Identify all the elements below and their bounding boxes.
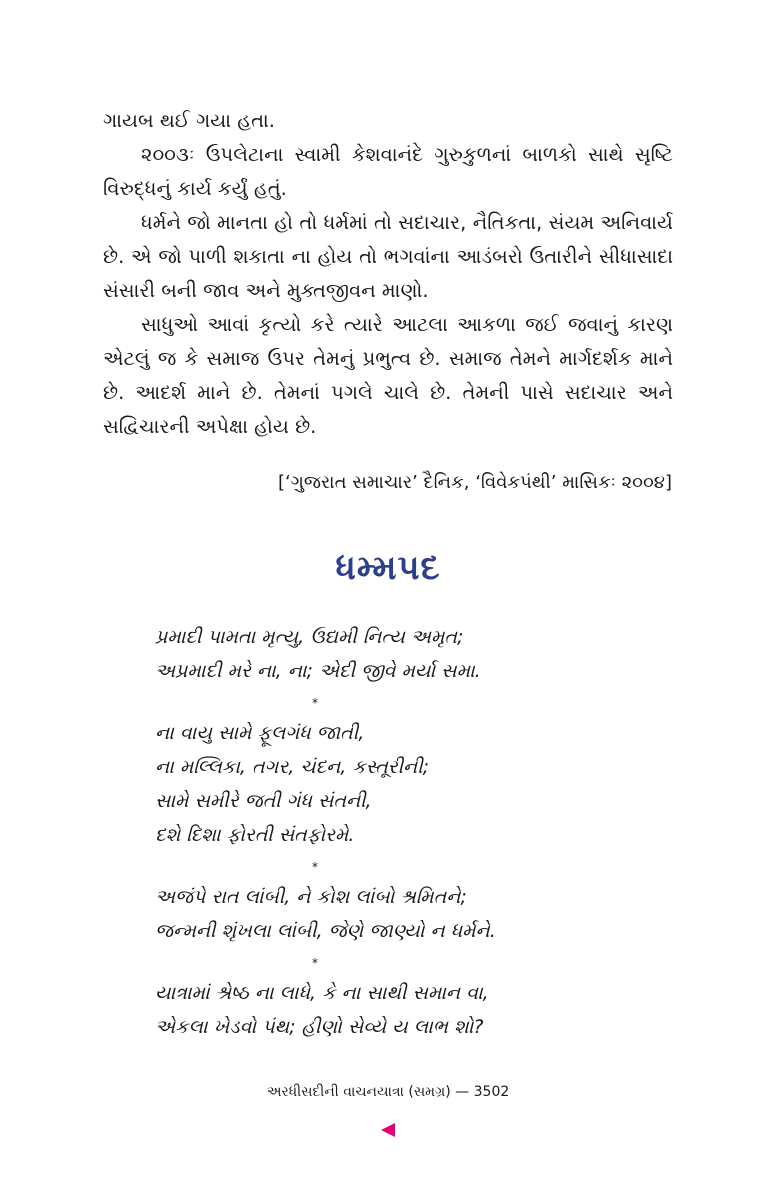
verse-line: ના વાયુ સામે ફૂલગંધ જાતી, [155,722,365,744]
back-arrow-icon[interactable] [378,1120,398,1140]
prose-section [103,104,673,444]
verse-line: યાત્રામાં શ્રેષ્ઠ ના લાધે, કે ના સાથી સમાન વા, [155,982,489,1004]
paragraph-dharma: ધર્મને જો માનતા હો તો ધર્મમાં તો સદાચાર, નૈતિકતા, સંયમ અનિવાર્ય છે. એ જો પાળી શકાતા ના હોય તો ભગવાંના આડંબરો ઉતારીને સીધાસાદા સંસારી બની જાવ અને મુક્તજીવન માણો. [103,211,673,302]
stanza-separator: * [312,696,318,710]
source-citation: [‘ગુજરાત સમાચાર’ દૈનિક, ‘વિવેકપંથી’ માસિકઃ ૨૦૦૪] [277,472,672,493]
verse-line: સામે સમીરે જતી ગંધ સંતની, [155,790,372,812]
stanza-separator: * [312,860,318,874]
verse-line: દશે દિશા ફોરતી સંતફોરમે. [155,824,355,846]
stanza-1 [155,620,675,688]
verse-line: જન્મની શૃંખલા લાંબી, જેણે જાણ્યો ન ધર્મને. [155,920,496,942]
verse-line: અપ્રમાદી મરે ના, ના; એદી જીવે મર્યા સમા. [155,660,481,682]
verse-line: અજંપે રાત લાંબી, ને કોશ લાંબો શ્રમિતને; [155,886,467,908]
stanza-4 [155,976,675,1044]
verse-section [155,620,675,1044]
verse-line: ના મલ્લિકા, તગર, ચંદન, કસ્તૂરીની; [155,756,430,778]
page-footer: અરધીસદીની વાચનયાત્રા (સમગ્ર) — 3502 [266,1084,510,1100]
paragraph-continuation: ગાયબ થઈ ગયા હતા. [103,109,275,132]
stanza-separator: * [312,956,318,970]
verse-line: એકલા ખેડવો પંથ; હીણો સેવ્યે ય લાભ શો? [155,1016,484,1038]
section-title: ધમ્મપદ [335,548,441,588]
stanza-2 [155,716,675,852]
paragraph-2003: ૨૦૦૩ઃ ઉપલેટાના સ્વામી કેશવાનંદે ગુરુકુળનાં બાળકો સાથે સૃષ્ટિ વિરુદ્ધનું કાર્ય કર્યું હતું. [103,143,673,200]
paragraph-sadhuo: સાધુઓ આવાં કૃત્યો કરે ત્યારે આટલા આકળા જઈ જવાનું કારણ એટલું જ કે સમાજ ઉપર તેમનું પ્રભુત્વ છે. સમાજ તેમને માર્ગદર્શક માને છે. આદર્શ માને છે. તેમનાં પગલે ચાલે છે. તેમની પાસે સદાચાર અને સદ્વિચારની અપેક્ષા હોય છે. [103,313,673,438]
stanza-3 [155,880,675,948]
verse-line: પ્રમાદી પામતા મૃત્યુ, ઉદ્યમી નિત્ય અમૃત; [155,626,464,648]
back-arrow-shape [378,1120,398,1140]
